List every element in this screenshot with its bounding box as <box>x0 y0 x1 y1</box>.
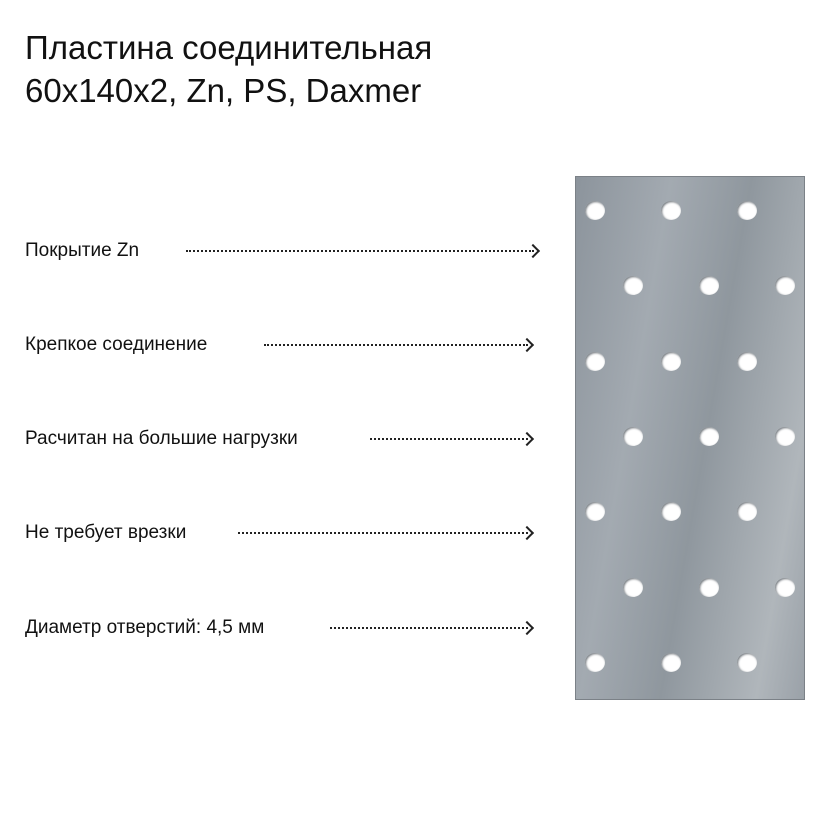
feature-strong-connection <box>25 333 207 357</box>
plate-hole <box>585 653 605 672</box>
product-title-line-2: 60x140x2, Zn, PS, Daxmer <box>25 72 422 109</box>
plate-hole <box>661 502 681 521</box>
plate-hole <box>775 276 795 295</box>
plate-hole <box>737 201 757 220</box>
plate-hole <box>623 427 643 446</box>
plate-hole <box>699 578 719 597</box>
dotted-arrow-right-icon <box>330 616 532 640</box>
plate-hole <box>699 427 719 446</box>
feature-label: Расчитан на большие нагрузки <box>25 428 298 449</box>
product-title-line-1: Пластина соединительная <box>25 29 433 66</box>
dotted-arrow-right-icon <box>370 427 532 451</box>
product-image-perforated-plate <box>575 176 805 700</box>
plate-hole <box>737 502 757 521</box>
plate-hole <box>661 201 681 220</box>
feature-label: Диаметр отверстий: 4,5 мм <box>25 617 265 638</box>
feature-label: Покрытие Zn <box>25 240 140 261</box>
plate-hole <box>585 502 605 521</box>
feature-hole-diameter <box>25 616 264 640</box>
plate-hole <box>585 201 605 220</box>
feature-no-cutting <box>25 521 186 545</box>
plate-hole <box>775 427 795 446</box>
plate-hole <box>623 578 643 597</box>
feature-label: Крепкое соединение <box>25 334 208 355</box>
feature-high-load <box>25 427 298 451</box>
plate-hole <box>623 276 643 295</box>
feature-label: Не требует врезки <box>25 522 187 543</box>
plate-hole <box>775 578 795 597</box>
dotted-arrow-right-icon <box>264 333 532 357</box>
plate-hole <box>737 352 757 371</box>
dotted-arrow-right-icon <box>186 239 538 263</box>
plate-hole <box>585 352 605 371</box>
plate-hole <box>699 276 719 295</box>
plate-hole <box>661 653 681 672</box>
plate-hole <box>661 352 681 371</box>
feature-coating <box>25 239 139 263</box>
dotted-arrow-right-icon <box>238 521 532 545</box>
plate-hole <box>737 653 757 672</box>
product-title <box>25 26 432 112</box>
